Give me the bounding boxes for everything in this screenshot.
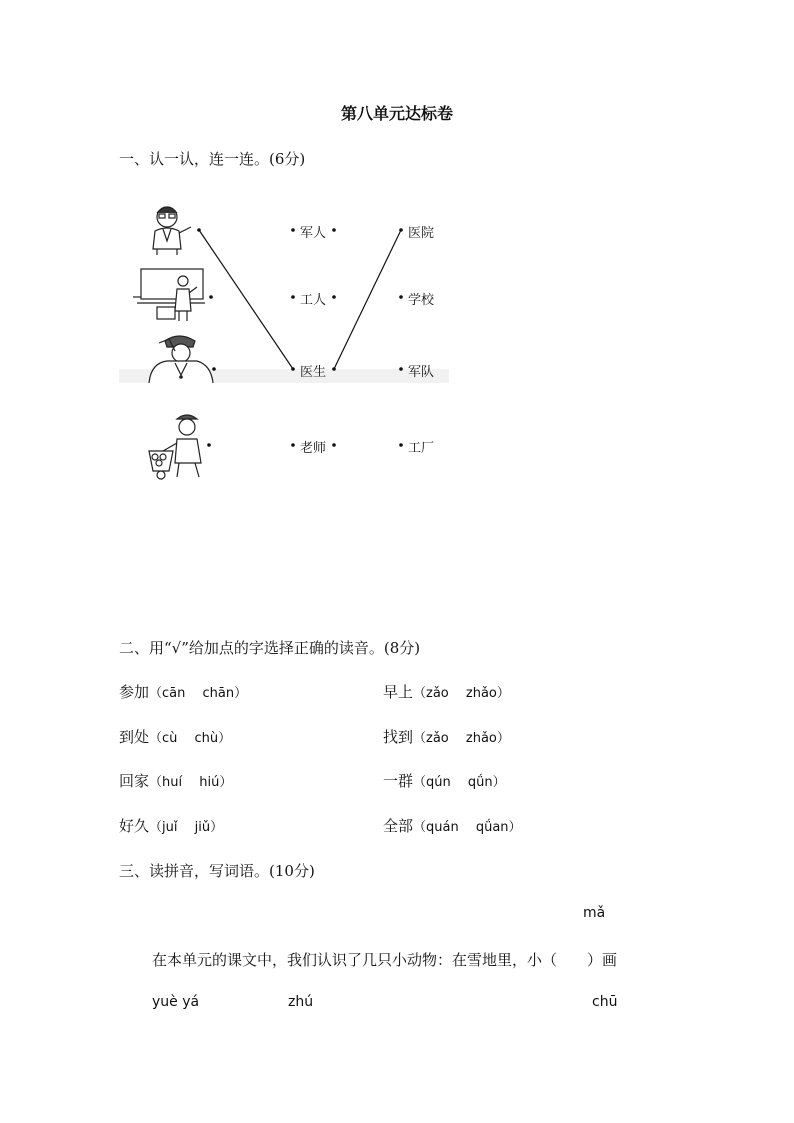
q2-word: 参加 <box>119 683 150 701</box>
q2-item <box>383 681 510 702</box>
pinyin-zhu: zhú <box>288 994 314 1010</box>
pinyin-ma: mǎ <box>583 905 606 921</box>
middle-label: 医生 <box>300 365 327 380</box>
q2-word: 到处 <box>119 728 150 746</box>
doctor-figure <box>153 207 191 255</box>
q2-word: 全部 <box>383 817 414 835</box>
right-label: 军队 <box>408 365 435 380</box>
left-dot <box>212 367 216 371</box>
q2-item <box>119 770 232 791</box>
middle-label: 工人 <box>300 293 327 308</box>
q2-options: （juǐ jiǔ） <box>149 820 224 835</box>
q2-heading: 二、用“√”给加点的字选择正确的读音。(8分) <box>119 639 421 657</box>
pinyin-chu: chū <box>592 994 618 1010</box>
middle-label: 老师 <box>300 441 327 456</box>
right-label: 工厂 <box>408 441 435 456</box>
matching-diagram <box>119 193 449 480</box>
soldier-figure <box>149 336 213 383</box>
right-label: 学校 <box>408 293 435 308</box>
q2-item <box>119 681 247 702</box>
q2-word: 回家 <box>119 772 150 790</box>
q3-heading: 三、读拼音，写词语。(10分) <box>119 862 315 880</box>
left-dot <box>207 443 211 447</box>
q2-word: 找到 <box>383 728 414 746</box>
teacher-figure <box>133 269 205 321</box>
q2-options: （cù chù） <box>149 731 232 746</box>
example-line <box>334 230 401 369</box>
matching-figure <box>119 193 449 480</box>
q2-options: （zǎo zhǎo） <box>413 731 510 746</box>
q2-options: （qún qǘn） <box>413 775 506 790</box>
q2-options: （zǎo zhǎo） <box>413 686 510 701</box>
q3-sentence: 在本单元的课文中，我们认识了几只小动物：在雪地里，小（ ）画 <box>152 951 618 969</box>
middle-label: 军人 <box>300 226 327 241</box>
q2-item <box>383 726 510 747</box>
q2-item <box>383 815 522 836</box>
worker-figure <box>149 415 201 479</box>
q2-options: （quán qǘan） <box>413 820 522 835</box>
q2-word: 早上 <box>383 683 414 701</box>
right-label: 医院 <box>408 226 435 241</box>
q2-item <box>383 770 506 791</box>
page-title: 第八单元达标卷 <box>340 104 453 123</box>
q2-word: 好久 <box>119 817 150 835</box>
left-dot <box>209 295 213 299</box>
q2-item <box>119 726 231 747</box>
pinyin-yueya: yuè yá <box>152 994 200 1010</box>
q2-item <box>119 815 223 836</box>
q2-options: （cān chān） <box>149 686 248 701</box>
q2-word: 一群 <box>383 772 414 790</box>
q2-options: （huí hiú） <box>149 775 233 790</box>
example-line <box>199 230 293 369</box>
q1-heading: 一、认一认，连一连。(6分) <box>119 150 306 168</box>
